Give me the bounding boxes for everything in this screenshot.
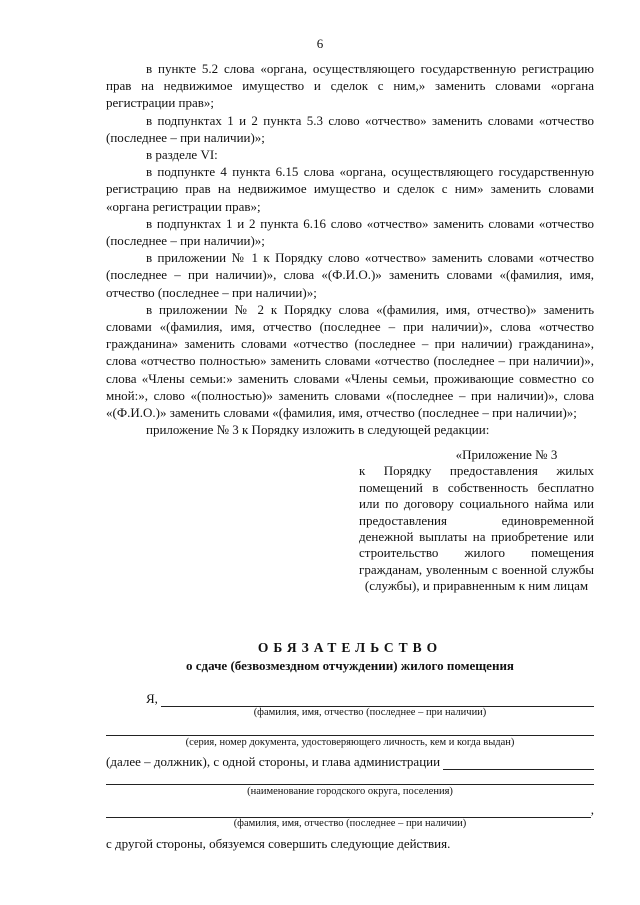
appendix-text: к Порядку предоставления жилых помещений в собственность бесплатно или по договору социального найма или предоставления единовременной денежной выплаты на приобретение или строительство жилого помещения гражданам, уволенным с военной службы (службы), и приравненным к ним лицам: [359, 463, 594, 594]
municipality-line[interactable]: [106, 770, 594, 785]
appendix-block: [359, 447, 594, 595]
obligation-heading: [106, 640, 594, 674]
document-line[interactable]: [106, 719, 594, 736]
form-row-head: [106, 798, 594, 818]
form-row-name: [106, 690, 594, 707]
debtor-text: (далее – должник), с одной стороны, и глава администрации: [106, 754, 441, 769]
caption-document: (серия, номер документа, удостоверяющего личность, кем и когда выдан): [185, 737, 515, 748]
name-line[interactable]: [161, 694, 594, 707]
caption-fio-2: (фамилия, имя, отчество (последнее – при наличии): [233, 818, 467, 829]
document-body: [106, 60, 594, 438]
caption-fio: (фамилия, имя, отчество (последнее – при наличии): [253, 707, 487, 718]
form-row-document: [106, 719, 594, 737]
heading-title: ОБЯЗАТЕЛЬСТВО: [257, 640, 443, 655]
form-row-debtor: [106, 753, 594, 770]
i-label: Я,: [146, 691, 158, 706]
form-row-municipality: [106, 770, 594, 786]
obligation-form: [106, 690, 594, 852]
paragraph: в приложении № 2 к Порядку слова «(фамилия, имя, отчество)» заменить словами «(фамилия, имя, отчество (последнее – при наличии)», слова «отчество гражданина» заменить словами «отчество (последнее – при наличии) гражданина», слова «отчество полностью» заменить словами «отчество (последнее – при наличии)», слова «Члены семьи:» заменить словами «Члены семьи, проживающие совместно со мной:», слово «(полностью)» заменить словами «(последнее – при наличии)», слова «(Ф.И.О.)» заменить словами «(фамилия, имя, отчество (последнее – при наличии)»;: [106, 301, 594, 421]
closing-text: с другой стороны, обязуемся совершить следующие действия.: [106, 836, 451, 851]
line-end-comma: ,: [590, 802, 594, 817]
head-line[interactable]: [106, 799, 591, 818]
paragraph: приложение № 3 к Порядку изложить в следующей редакции:: [146, 422, 490, 438]
caption-municipality: (наименование городского округа, поселения): [247, 786, 453, 797]
paragraph: в пункте 5.2 слова «органа, осуществляющего государственную регистрацию прав на недвижимое имущество и сделок с ним,» заменить словами «органа регистрации прав»;: [106, 61, 594, 111]
paragraph: в подпункте 4 пункта 6.15 слова «органа, осуществляющего государственную регистрацию прав на недвижимое имущество и сделок с ним» заменить словами «органа регистрации прав»;: [106, 164, 594, 214]
page-number: 6: [316, 36, 324, 51]
heading-subtitle: о сдаче (безвозмездном отчуждении) жилого помещения: [186, 658, 514, 673]
paragraph: в подпунктах 1 и 2 пункта 5.3 слово «отчество» заменить словами «отчество (последнее – при наличии)»;: [106, 112, 594, 145]
paragraph: в разделе VI:: [146, 147, 218, 163]
paragraph: в приложении № 1 к Порядку слово «отчество» заменить словами «отчество (последнее – при наличии)», слова «(Ф.И.О.)» заменить словами «(фамилия, имя, отчество (последнее – при наличии)»;: [106, 250, 594, 300]
paragraph: в подпунктах 1 и 2 пункта 6.16 слово «отчество» заменить словами «отчество (последнее – при наличии)»;: [106, 215, 594, 249]
appendix-title: «Приложение № 3: [455, 447, 558, 462]
administration-line[interactable]: [443, 757, 594, 770]
